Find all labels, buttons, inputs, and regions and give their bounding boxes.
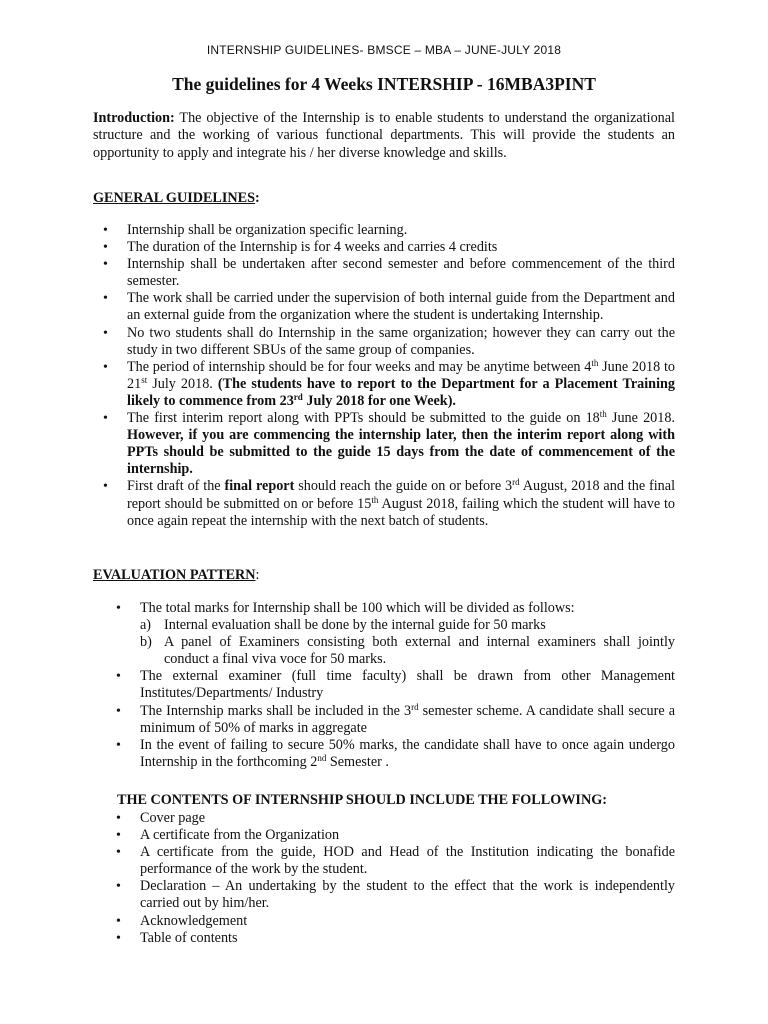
sub-list-item: b) A panel of Examiners consisting both external and internal examiners shall jointly conduct a final viva voce for 50 marks. [140, 634, 675, 668]
evaluation-pattern-heading: EVALUATION PATTERN: [93, 567, 260, 583]
list-item: • The work shall be carried under the supervision of both internal guide from the Department and an external guide from the organization where the student is undertaking Internship. [93, 290, 675, 324]
list-item: • Internship shall be organization specific learning. [93, 222, 675, 239]
list-item: • The period of internship should be for four weeks and may be anytime between 4th June 2018 to 21st July 2018. (The students have to report to the Department for a Placement Training likely to commence from 23rd July 2018 for one Week). [93, 359, 675, 410]
list-item: • A certificate from the Organization [106, 827, 675, 844]
list-item: • The total marks for Internship shall be 100 which will be divided as follows: a) Internal evaluation shall be done by the internal guide for 50 marks b) A panel of Examiners consisting both external and internal examiners shall jointly conduct a final viva voce for 50 marks. [106, 600, 675, 668]
marks-sub-list [140, 617, 675, 668]
list-item: • The external examiner (full time faculty) shall be drawn from other Management Institutes/Departments/ Industry [106, 668, 675, 702]
list-item: • First draft of the final report should reach the guide on or before 3rd August, 2018 and the final report should be submitted on or before 15th August 2018, failing which the student will have to once again repeat the internship with the next batch of students. [93, 478, 675, 529]
general-guidelines-heading: GENERAL GUIDELINES: [93, 190, 260, 206]
list-item: • Internship shall be undertaken after second semester and before commencement of the third semester. [93, 256, 675, 290]
running-header: INTERNSHIP GUIDELINES- BMSCE – MBA – JUNE-JULY 2018 [206, 43, 562, 57]
list-item: • The first interim report along with PPTs should be submitted to the guide on 18th June 2018. However, if you are commencing the internship later, then the interim report along with PPTs should be submitted to the guide 15 days from the date of commencement of the internship. [93, 410, 675, 478]
intro-label: Introduction: [93, 110, 175, 126]
list-item: • A certificate from the guide, HOD and Head of the Institution indicating the bonafide performance of the work by the student. [106, 844, 675, 878]
list-item: • The Internship marks shall be included in the 3rd semester scheme. A candidate shall secure a minimum of 50% of marks in aggregate [106, 703, 675, 737]
introduction-paragraph [93, 110, 675, 162]
contents-list [106, 810, 675, 947]
list-item: • Table of contents [106, 930, 675, 947]
list-item: • Acknowledgement [106, 913, 675, 930]
list-item: • No two students shall do Internship in the same organization; however they can carry out the study in two different SBUs of the same group of companies. [93, 325, 675, 359]
general-guidelines-list [93, 222, 675, 530]
page-title: The guidelines for 4 Weeks INTERSHIP - 16MBA3PINT [172, 74, 596, 94]
sub-list-item: a) Internal evaluation shall be done by the internal guide for 50 marks [140, 617, 546, 634]
list-item: • Cover page [106, 810, 675, 827]
intro-text: The objective of the Internship is to enable students to understand the organizational structure and the working of various functional departments. This will provide the students an opportunity to apply and integrate his / her diverse knowledge and skills. [93, 110, 675, 161]
list-item: • Declaration – An undertaking by the student to the effect that the work is independently carried out by him/her. [106, 878, 675, 912]
list-item: • The duration of the Internship is for 4 weeks and carries 4 credits [93, 239, 675, 256]
evaluation-pattern-list [106, 600, 675, 771]
list-item: • In the event of failing to secure 50% marks, the candidate shall have to once again undergo Internship in the forthcoming 2nd Semester . [106, 737, 675, 771]
contents-heading: THE CONTENTS OF INTERNSHIP SHOULD INCLUDE THE FOLLOWING: [117, 792, 607, 808]
